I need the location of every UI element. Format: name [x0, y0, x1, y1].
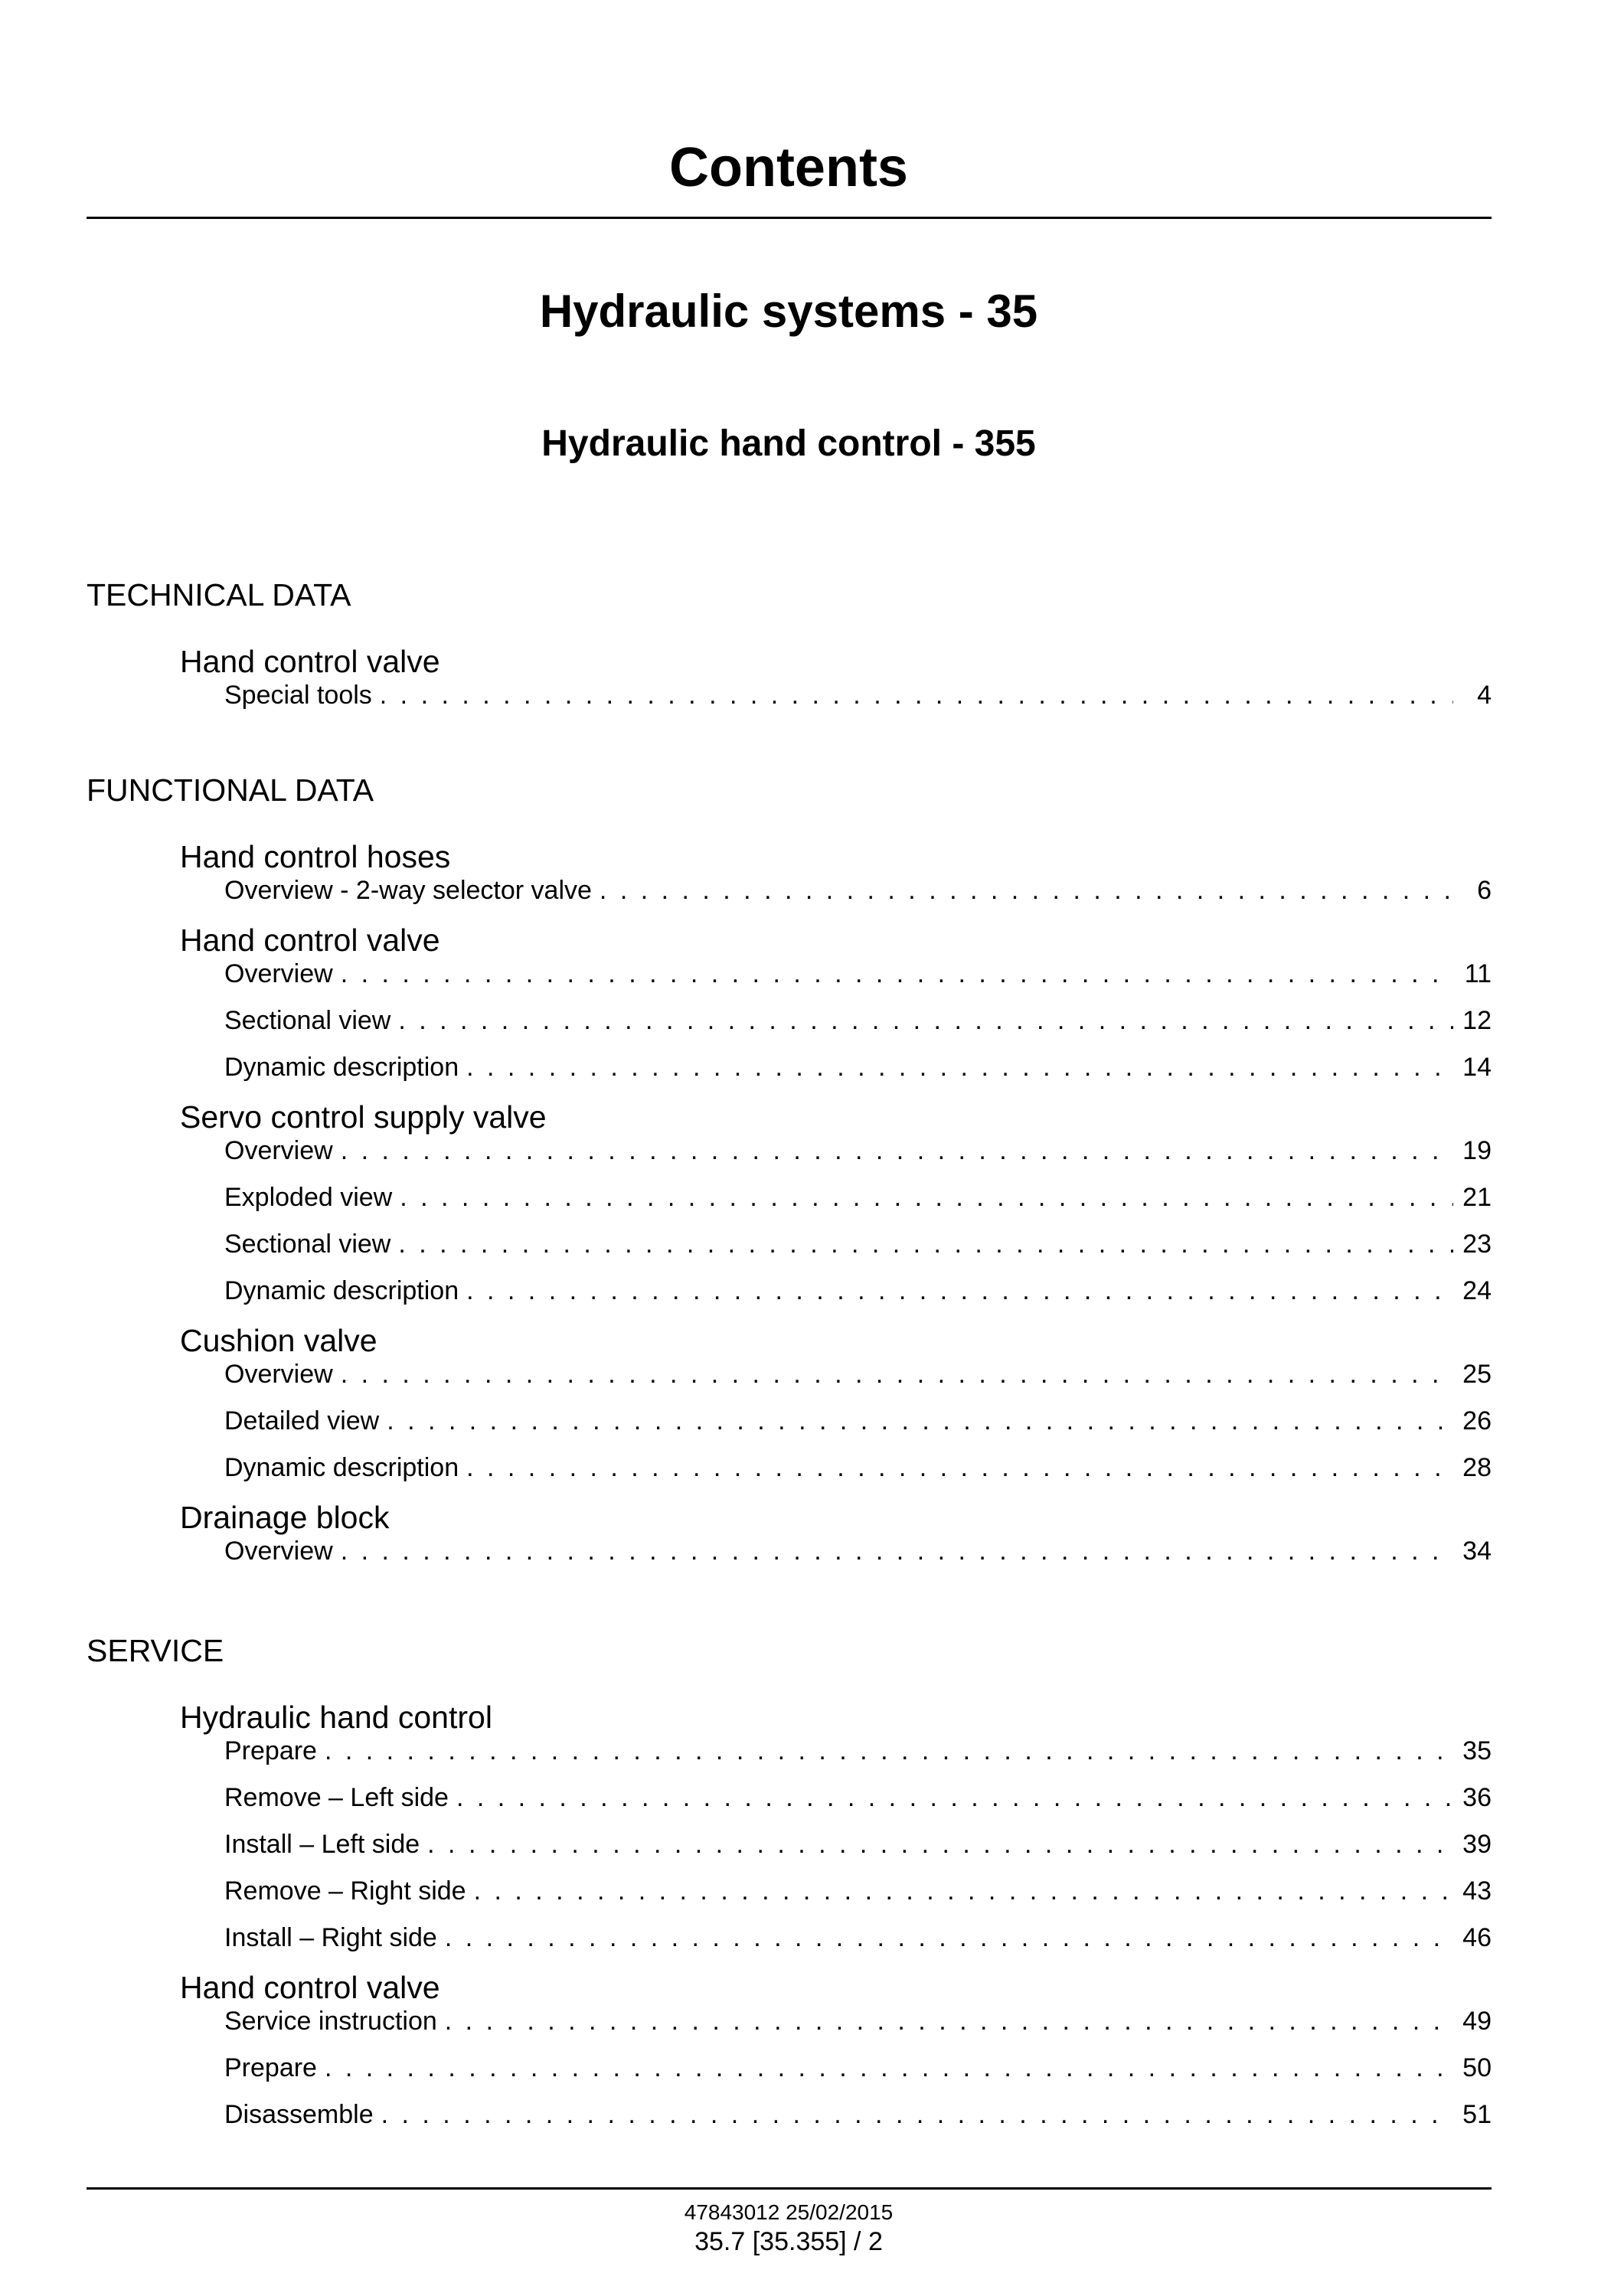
toc-entry[interactable]	[224, 2053, 1492, 2099]
toc-entry-page-number: 19	[1462, 1136, 1492, 1165]
toc-group-heading: TECHNICAL DATA	[87, 577, 351, 612]
toc-entry-label: Exploded view	[224, 1183, 393, 1212]
toc-entry-label: Dynamic description	[224, 1053, 459, 1082]
title-divider	[87, 217, 1492, 219]
toc-entry-page-number: 49	[1462, 2007, 1492, 2036]
toc-group-heading: FUNCTIONAL DATA	[87, 772, 374, 808]
toc-entry[interactable]	[224, 1829, 1492, 1876]
dot-leader	[445, 2006, 1453, 2036]
dot-leader	[398, 1005, 1453, 1036]
toc-entry[interactable]	[224, 1275, 1492, 1322]
dot-leader	[398, 1229, 1453, 1259]
toc-entry-page-number: 21	[1462, 1183, 1492, 1212]
dot-leader	[325, 2053, 1453, 2083]
toc-entry-page-number: 12	[1462, 1006, 1492, 1035]
dot-leader	[381, 2099, 1453, 2130]
toc-entry[interactable]	[224, 1406, 1492, 1452]
toc-entry[interactable]	[224, 1782, 1492, 1829]
dot-leader	[341, 959, 1453, 989]
toc-entry-page-number: 25	[1462, 1360, 1492, 1389]
toc-entry[interactable]	[224, 1135, 1492, 1182]
toc-entry[interactable]	[224, 1736, 1492, 1782]
toc-topic-heading: Hand control hoses	[180, 839, 451, 874]
toc-entry-label: Install – Left side	[224, 1830, 420, 1859]
toc-group	[87, 1630, 1492, 2146]
page-title: Contents	[669, 137, 908, 198]
dot-leader	[427, 1829, 1453, 1860]
table-of-contents	[87, 536, 1492, 2146]
toc-entry-label: Sectional view	[224, 1230, 391, 1259]
toc-entry-page-number: 51	[1462, 2100, 1492, 2129]
toc-topic-heading: Hand control valve	[180, 1970, 440, 2005]
toc-entry[interactable]	[224, 1876, 1492, 1922]
toc-entry[interactable]	[224, 1922, 1492, 1969]
toc-group	[87, 769, 1492, 1582]
dot-leader	[600, 875, 1453, 906]
toc-entry-label: Sectional view	[224, 1006, 391, 1035]
dot-leader	[474, 1876, 1453, 1906]
footer-divider	[87, 2187, 1492, 2190]
toc-entry[interactable]	[224, 1359, 1492, 1406]
dot-leader	[466, 1452, 1453, 1483]
dot-leader	[400, 1182, 1453, 1213]
toc-entry-page-number: 14	[1462, 1053, 1492, 1082]
toc-entry[interactable]	[224, 1052, 1492, 1099]
toc-entry-page-number: 46	[1462, 1923, 1492, 1952]
dot-leader	[466, 1052, 1453, 1083]
toc-entry-label: Remove – Left side	[224, 1783, 449, 1812]
toc-entry-page-number: 35	[1462, 1736, 1492, 1765]
dot-leader	[341, 1359, 1453, 1390]
section-title: Hydraulic hand control - 355	[541, 423, 1036, 464]
dot-leader	[445, 1922, 1453, 1953]
dot-leader	[380, 680, 1453, 710]
toc-topic-heading: Hand control valve	[180, 923, 440, 958]
toc-entry-page-number: 11	[1464, 959, 1492, 988]
toc-entry[interactable]	[224, 2099, 1492, 2146]
toc-entry[interactable]	[224, 2006, 1492, 2053]
toc-entry-page-number: 39	[1462, 1830, 1492, 1859]
toc-entry[interactable]	[224, 680, 1492, 727]
toc-entry-page-number: 26	[1462, 1406, 1492, 1435]
toc-entry-page-number: 6	[1477, 876, 1492, 905]
toc-entry[interactable]	[224, 875, 1492, 922]
toc-entry-page-number: 43	[1462, 1876, 1492, 1906]
toc-entry[interactable]	[224, 1229, 1492, 1275]
dot-leader	[341, 1135, 1453, 1166]
toc-entry-label: Overview	[224, 1360, 333, 1389]
toc-entry[interactable]	[224, 1182, 1492, 1229]
toc-entry-page-number: 24	[1462, 1276, 1492, 1305]
toc-entry-label: Special tools	[224, 681, 372, 710]
toc-entry-label: Install – Right side	[224, 1923, 437, 1952]
dot-leader	[466, 1275, 1453, 1306]
chapter-title: Hydraulic systems - 35	[539, 286, 1038, 337]
toc-entry-label: Dynamic description	[224, 1453, 459, 1482]
toc-entry-label: Overview	[224, 959, 333, 988]
toc-entry-page-number: 50	[1462, 2053, 1492, 2082]
toc-group-heading: SERVICE	[87, 1633, 224, 1668]
toc-entry-label: Detailed view	[224, 1406, 380, 1435]
dot-leader	[341, 1536, 1453, 1566]
toc-entry-page-number: 36	[1462, 1783, 1492, 1812]
toc-entry-page-number: 34	[1462, 1537, 1492, 1566]
toc-entry-page-number: 23	[1462, 1230, 1492, 1259]
toc-entry-label: Remove – Right side	[224, 1876, 466, 1906]
toc-group	[87, 574, 1492, 727]
toc-entry-label: Prepare	[224, 2053, 317, 2082]
footer-page-number: 35.7 [35.355] / 2	[694, 2227, 883, 2256]
toc-entry[interactable]	[224, 1536, 1492, 1582]
toc-entry-page-number: 28	[1462, 1453, 1492, 1482]
toc-entry-label: Overview	[224, 1136, 333, 1165]
toc-entry-label: Overview	[224, 1537, 333, 1566]
toc-entry-label: Dynamic description	[224, 1276, 459, 1305]
toc-entry[interactable]	[224, 1005, 1492, 1052]
toc-topic-heading: Hydraulic hand control	[180, 1700, 492, 1735]
toc-entry-label: Service instruction	[224, 2007, 437, 2036]
toc-topic-heading: Cushion valve	[180, 1323, 377, 1358]
dot-leader	[387, 1406, 1453, 1436]
dot-leader	[325, 1736, 1453, 1766]
dot-leader	[456, 1782, 1453, 1813]
footer-reference: 47843012 25/02/2015	[684, 2200, 894, 2224]
toc-topic-heading: Hand control valve	[180, 644, 440, 679]
toc-entry-label: Overview - 2-way selector valve	[224, 876, 592, 905]
toc-entry-label: Prepare	[224, 1736, 317, 1765]
toc-entry[interactable]	[224, 959, 1492, 1005]
toc-entry[interactable]	[224, 1452, 1492, 1499]
toc-entry-label: Disassemble	[224, 2100, 374, 2129]
toc-entry-page-number: 4	[1477, 681, 1492, 710]
toc-topic-heading: Drainage block	[180, 1500, 390, 1535]
toc-topic-heading: Servo control supply valve	[180, 1099, 547, 1135]
